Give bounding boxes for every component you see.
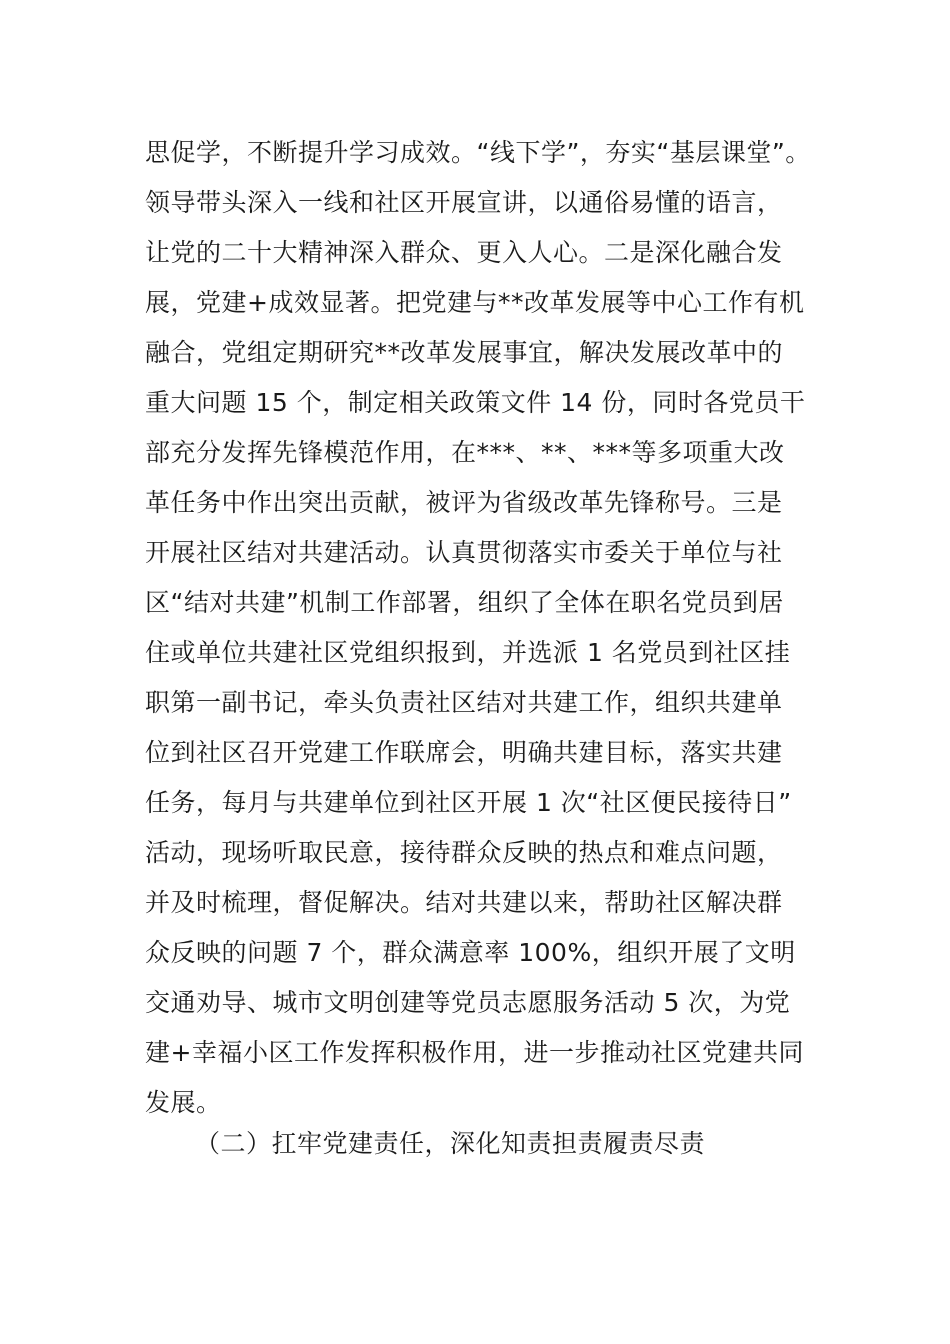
- paragraph-line: 位到社区召开党建工作联席会，明确共建目标，落实共建: [145, 738, 783, 767]
- paragraph-line: 融合，党组定期研究**改革发展事宜，解决发展改革中的: [145, 338, 784, 367]
- paragraph-line: 重大问题 15 个，制定相关政策文件 14 份，同时各党员干: [145, 388, 806, 417]
- paragraph-line: 众反映的问题 7 个，群众满意率 100%，组织开展了文明: [145, 938, 796, 967]
- paragraph-line: 交通劝导、城市文明创建等党员志愿服务活动 5 次，为党: [145, 988, 791, 1017]
- paragraph-line: 建+幸福小区工作发挥积极作用，进一步推动社区党建共同: [145, 1038, 804, 1067]
- paragraph-line: 区“结对共建”机制工作部署，组织了全体在职名党员到居: [145, 588, 784, 617]
- paragraph-line: 让党的二十大精神深入群众、更入人心。二是深化融合发: [145, 238, 783, 267]
- paragraph-line: 并及时梳理，督促解决。结对共建以来，帮助社区解决群: [145, 888, 783, 917]
- paragraph-line: 开展社区结对共建活动。认真贯彻落实市委关于单位与社: [145, 538, 783, 567]
- paragraph-line: 发展。: [145, 1088, 222, 1117]
- paragraph-line: 展，党建+成效显著。把党建与**改革发展等中心工作有机: [145, 288, 805, 317]
- paragraph-line: 职第一副书记，牵头负责社区结对共建工作，组织共建单: [145, 688, 783, 717]
- section-heading: （二）扛牢党建责任，深化知责担责履责尽责: [195, 1129, 706, 1158]
- paragraph-line: 住或单位共建社区党组织报到，并选派 1 名党员到社区挂: [145, 638, 791, 667]
- body-paragraph: [145, 128, 825, 1128]
- paragraph-line: 活动，现场听取民意，接待群众反映的热点和难点问题，: [145, 838, 783, 867]
- paragraph-line: 思促学，不断提升学习成效。“线下学”，夯实“基层课堂”。: [145, 138, 811, 167]
- paragraph-line: 领导带头深入一线和社区开展宣讲，以通俗易懂的语言，: [145, 188, 783, 217]
- paragraph-line: 任务，每月与共建单位到社区开展 1 次“社区便民接待日”: [145, 788, 792, 817]
- paragraph-line: 革任务中作出突出贡献，被评为省级改革先锋称号。三是: [145, 488, 783, 517]
- paragraph-line: 部充分发挥先锋模范作用，在***、**、***等多项重大改: [145, 438, 785, 467]
